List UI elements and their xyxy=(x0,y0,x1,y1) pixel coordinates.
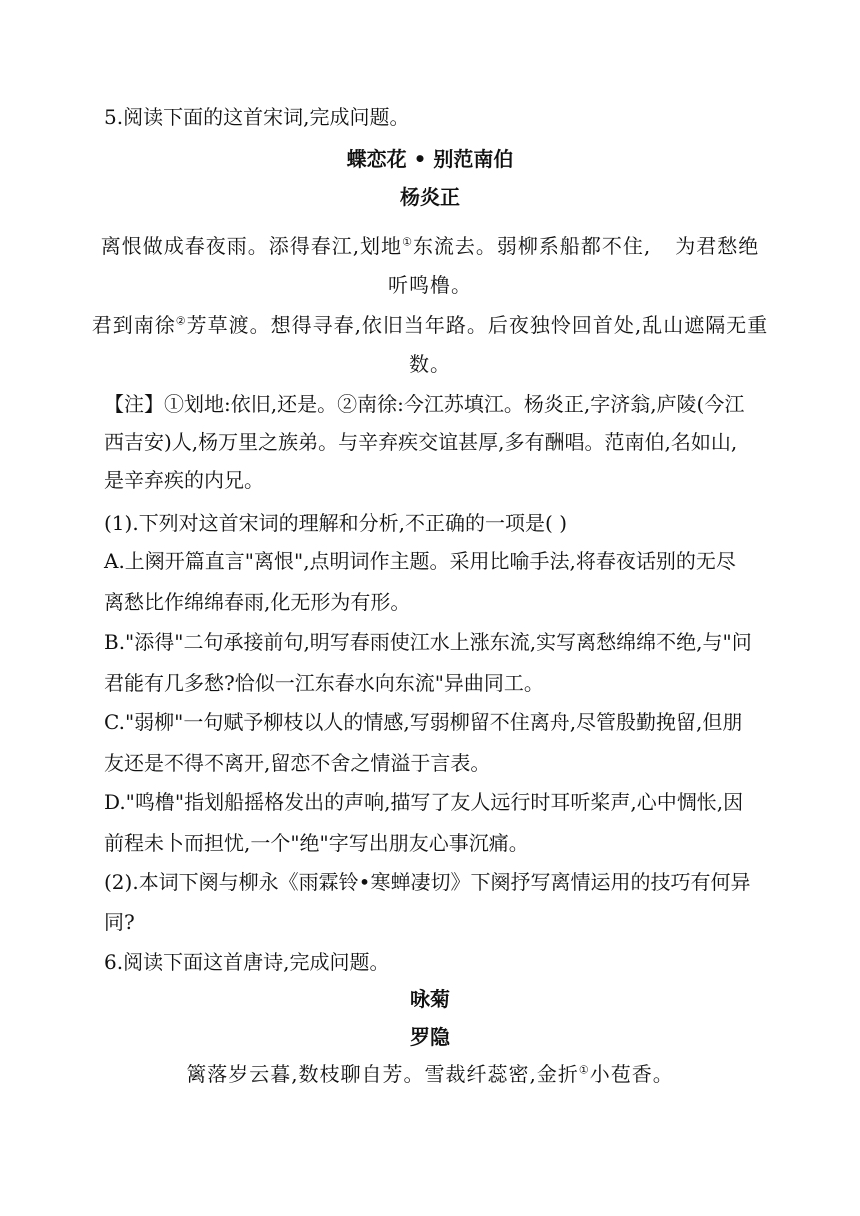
verse-text: 离恨做成春夜雨。添得春江,划地 xyxy=(100,234,403,258)
annotation-line: 【注】①划地:依旧,还是。②南徐:今江苏填江。杨炎正,字济翁,庐陵(今江 xyxy=(104,392,745,416)
footnote-marker: ② xyxy=(175,314,187,328)
sub-question-1: (1).下列对这首宋词的理解和分析,不正确的一项是( ) xyxy=(104,511,568,535)
option-d: D."鸣橹"指划船摇格发出的声响,描写了友人远行时耳听桨声,心中惆怅,因 xyxy=(104,790,744,814)
poem-verse-2a xyxy=(0,311,860,339)
poem-author: 罗隐 xyxy=(410,1025,450,1049)
question-6-intro: 6.阅读下面这首唐诗,完成问题。 xyxy=(104,950,390,974)
verse-text: 芳草渡。想得寻春,依旧当年路。后夜独怜回首处,乱山遮隔无重 xyxy=(186,313,769,337)
poem-verse xyxy=(0,1060,860,1088)
verse-text: 为君愁绝 xyxy=(675,234,760,258)
question-5-intro: 5.阅读下面的这首宋词,完成问题。 xyxy=(104,105,410,129)
annotation-line: 西吉安)人,杨万里之族弟。与辛弃疾交谊甚厚,多有酬唱。范南伯,名如山, xyxy=(104,430,738,454)
poem-verse-1a xyxy=(0,232,860,260)
option-c: C."弱柳"一句赋予柳枝以人的情感,写弱柳留不住离舟,尽管殷勤挽留,但朋 xyxy=(104,710,743,734)
poem-verse-2b: 数。 xyxy=(409,352,451,376)
poem-title: 咏菊 xyxy=(410,987,450,1011)
verse-text: 小苞香。 xyxy=(589,1062,674,1086)
option-a: 离愁比作绵绵春雨,化无形为有形。 xyxy=(104,590,411,614)
verse-text: 篱落岁云暮,数枝聊自芳。雪裁纤蕊密,金折 xyxy=(186,1062,579,1086)
option-b: 君能有几多愁?恰似一江东春水向东流"异曲同工。 xyxy=(104,671,544,695)
poem-title: 蝶恋花 • 别范南伯 xyxy=(346,147,514,171)
poem-author: 杨炎正 xyxy=(400,185,460,209)
option-c: 友还是不得不离开,留恋不舍之情溢于言表。 xyxy=(104,751,491,775)
verse-text: 东流去。弱柳系船都不住, xyxy=(412,234,652,258)
sub-question-2: 同? xyxy=(104,910,135,934)
footnote-marker: ① xyxy=(402,235,413,249)
poem-verse-1b: 听鸣橹。 xyxy=(388,273,472,297)
footnote-marker: ① xyxy=(578,1063,590,1077)
annotation-line: 是辛弃疾的内兄。 xyxy=(104,468,264,492)
option-d: 前程未卜而担忧,一个"绝"字写出朋友心事沉痛。 xyxy=(104,831,529,855)
verse-text: 君到南徐 xyxy=(91,313,176,337)
option-a: A.上阕开篇直言"离恨",点明词作主题。采用比喻手法,将春夜话别的无尽 xyxy=(104,549,736,573)
sub-question-2: (2).本词下阕与柳永《雨霖铃•寒蝉凄切》下阕抒写离情运用的技巧有何异 xyxy=(104,870,751,894)
option-b: B."添得"二句承接前句,明写春雨使江水上涨东流,实写离愁绵绵不绝,与"问 xyxy=(104,630,752,654)
